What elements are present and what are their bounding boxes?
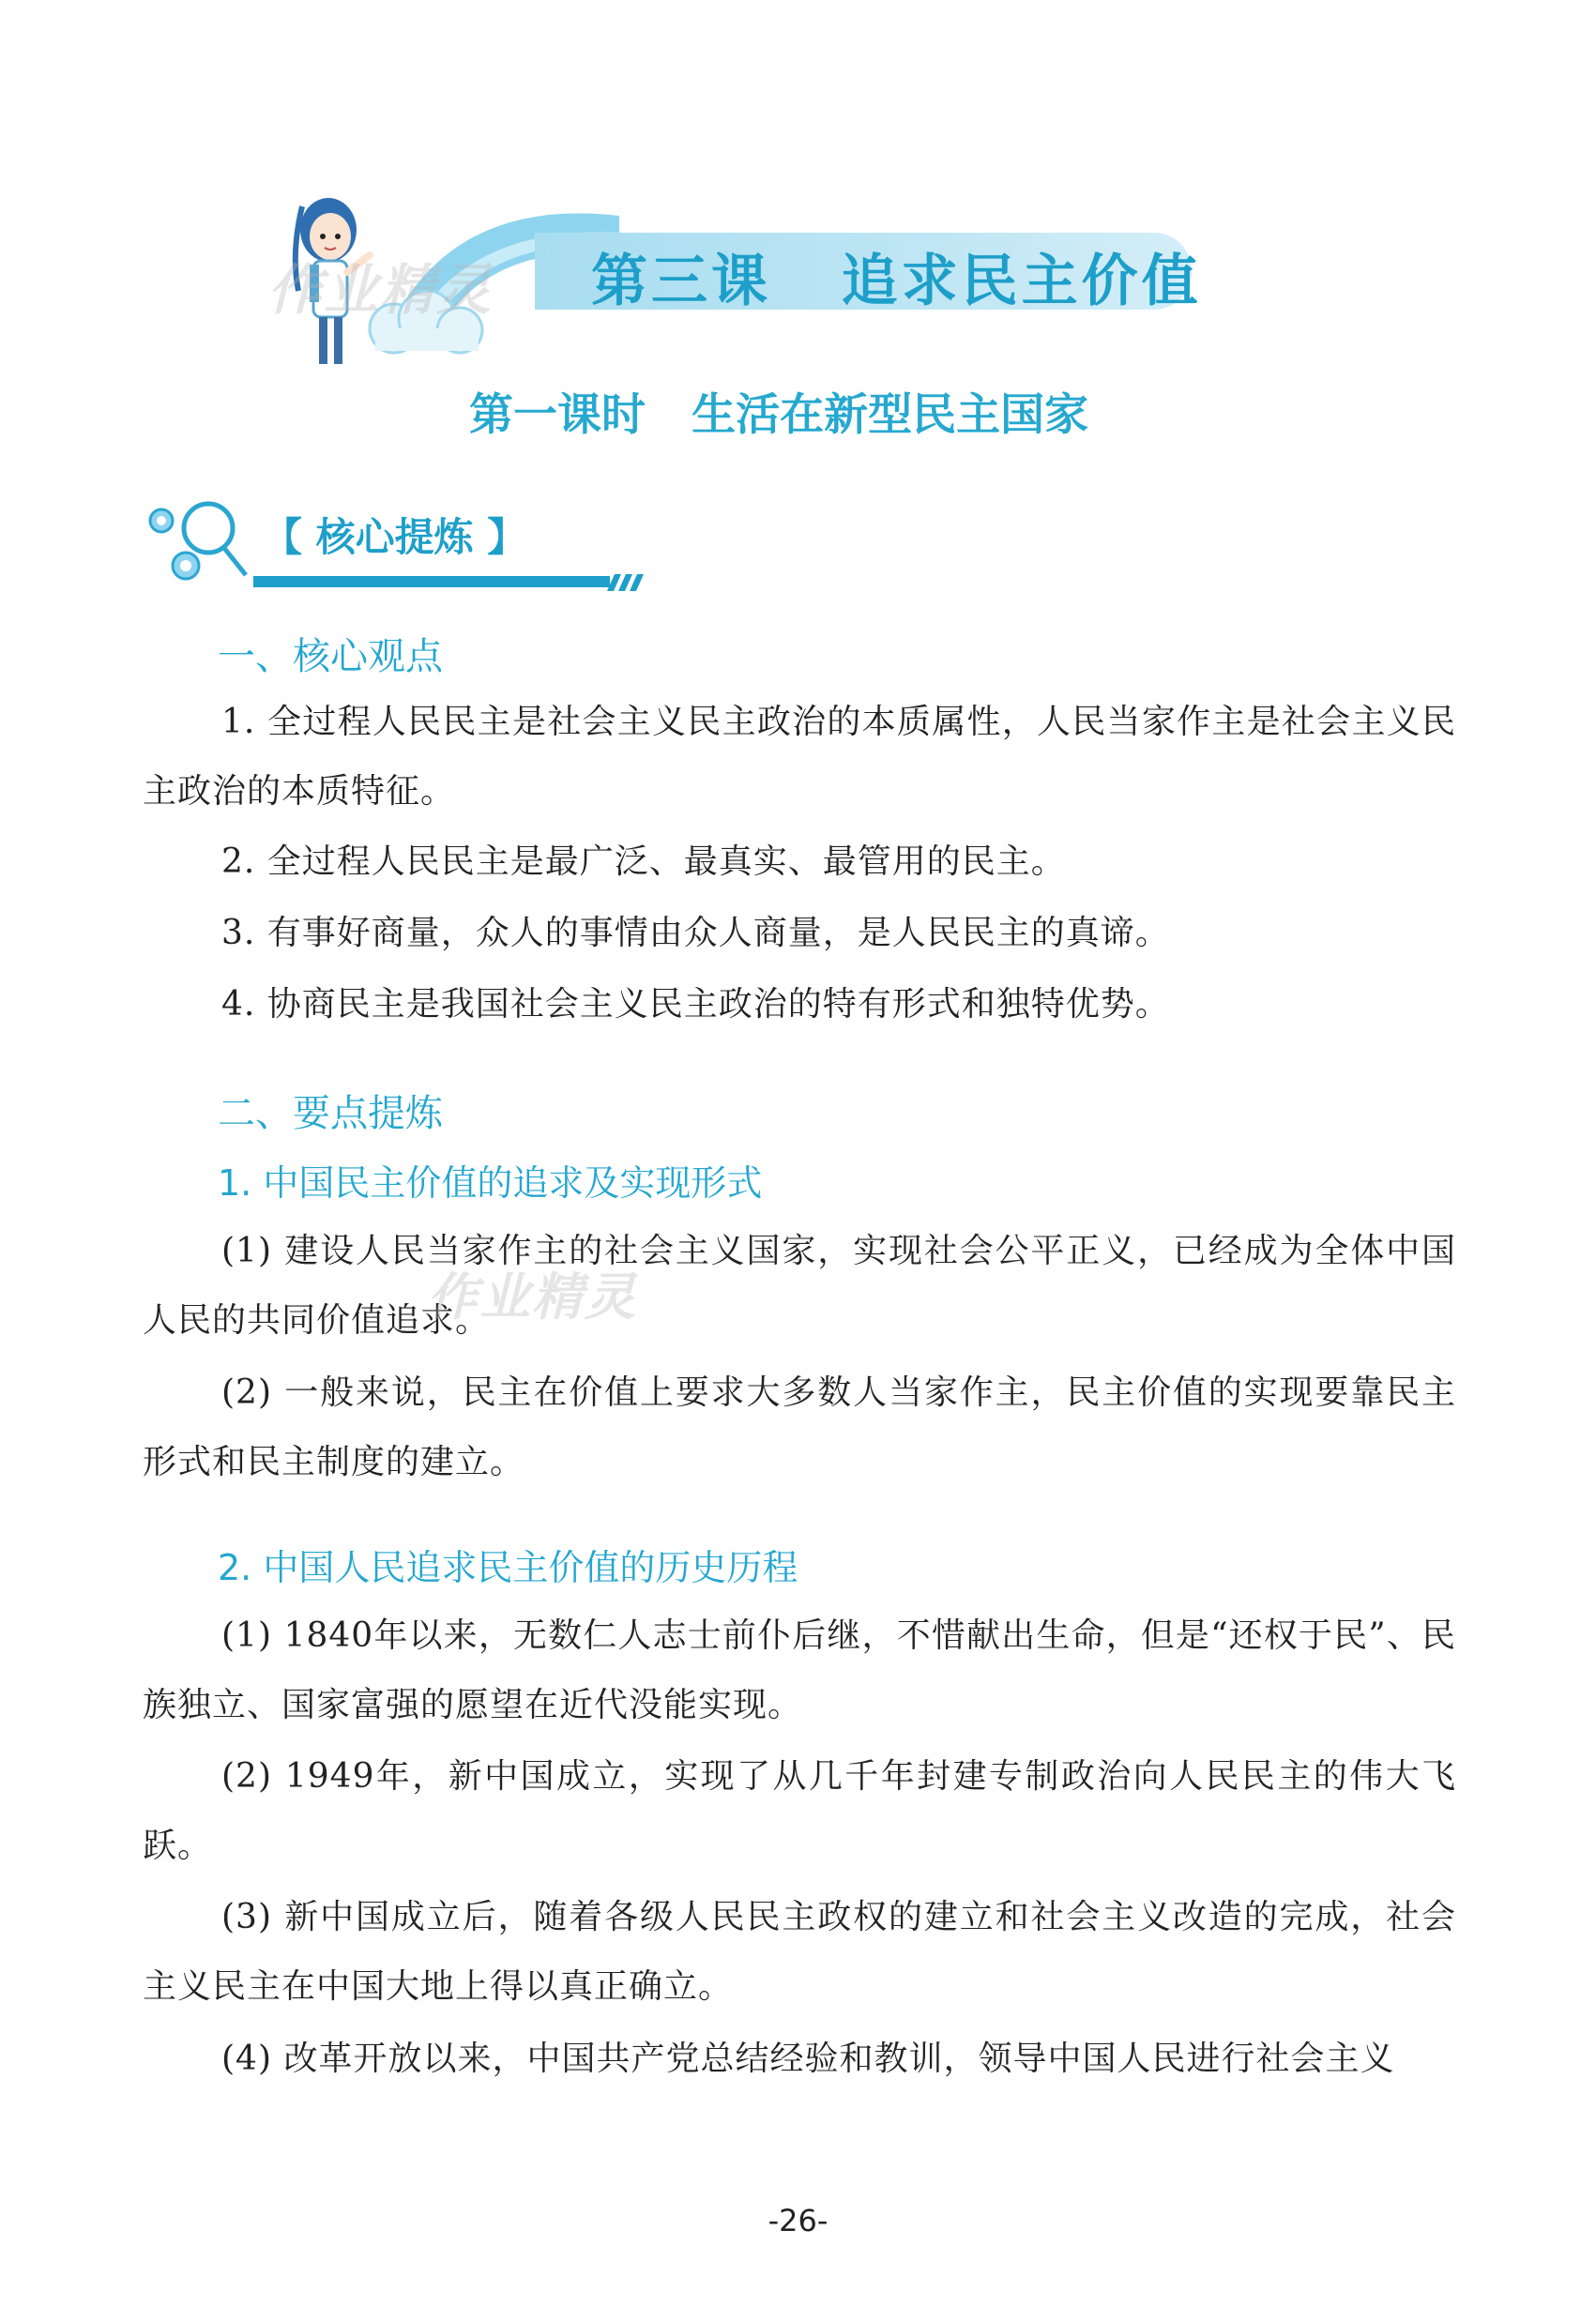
core-view-1: 1. 全过程人民民主是社会主义民主政治的本质属性，人民当家作主是社会主义民主政治的本质特征。 [143, 703, 1456, 811]
watermark: 作业精灵 [267, 258, 494, 322]
section-heading-key-points: 二、要点提炼 [218, 1092, 443, 1135]
watermark-2: 作业精灵 [427, 1267, 637, 1327]
magnifier-gear-icon [141, 493, 272, 596]
sub2-item-3: (3) 新中国成立后，随着各级人民民主政权的建立和社会主义改造的完成，社会主义民主在中国大地上得以真正确立。 [143, 1898, 1456, 2006]
page-subtitle: 第一课时 生活在新型民主国家 [469, 389, 1089, 441]
page-number: -26- [768, 2203, 828, 2238]
section-heading-core-views: 一、核心观点 [218, 635, 443, 678]
core-refine-label: 【 核心提炼 】 [263, 514, 527, 560]
core-view-3: 3. 有事好商量，众人的事情由众人商量，是人民民主的真谛。 [221, 914, 1170, 952]
sub1-item-2: (2) 一般来说，民主在价值上要求大多数人当家作主，民主价值的实现要靠民主形式和民主制度的建立。 [143, 1373, 1456, 1481]
subsection-heading-1: 1. 中国民主价值的追求及实现形式 [218, 1162, 763, 1204]
core-view-4: 4. 协商民主是我国社会主义民主政治的特有形式和独特优势。 [221, 985, 1170, 1024]
underline-stripe [253, 570, 666, 593]
sub2-item-1: (1) 1840年以来，无数仁人志士前仆后继，不惜献出生命，但是“还权于民”、民族独立、国家富强的愿望在近代没能实现。 [143, 1616, 1456, 1724]
sub1-item-1: (1) 建设人民当家作主的社会主义国家，实现社会公平正义，已经成为全体中国人民的共同价值追求。 [143, 1232, 1456, 1340]
core-view-2: 2. 全过程人民民主是最广泛、最真实、最管用的民主。 [221, 842, 1066, 881]
lesson-title: 第三课 追求民主价值 [591, 249, 1202, 314]
sub2-item-2: (2) 1949年，新中国成立，实现了从几千年封建专制政治向人民民主的伟大飞跃。 [143, 1757, 1456, 1865]
core-refine-header [141, 493, 563, 596]
subsection-heading-2: 2. 中国人民追求民主价值的历史历程 [218, 1547, 798, 1588]
sub2-item-4: (4) 改革开放以来，中国共产党总结经验和教训，领导中国人民进行社会主义 [221, 2040, 1395, 2078]
